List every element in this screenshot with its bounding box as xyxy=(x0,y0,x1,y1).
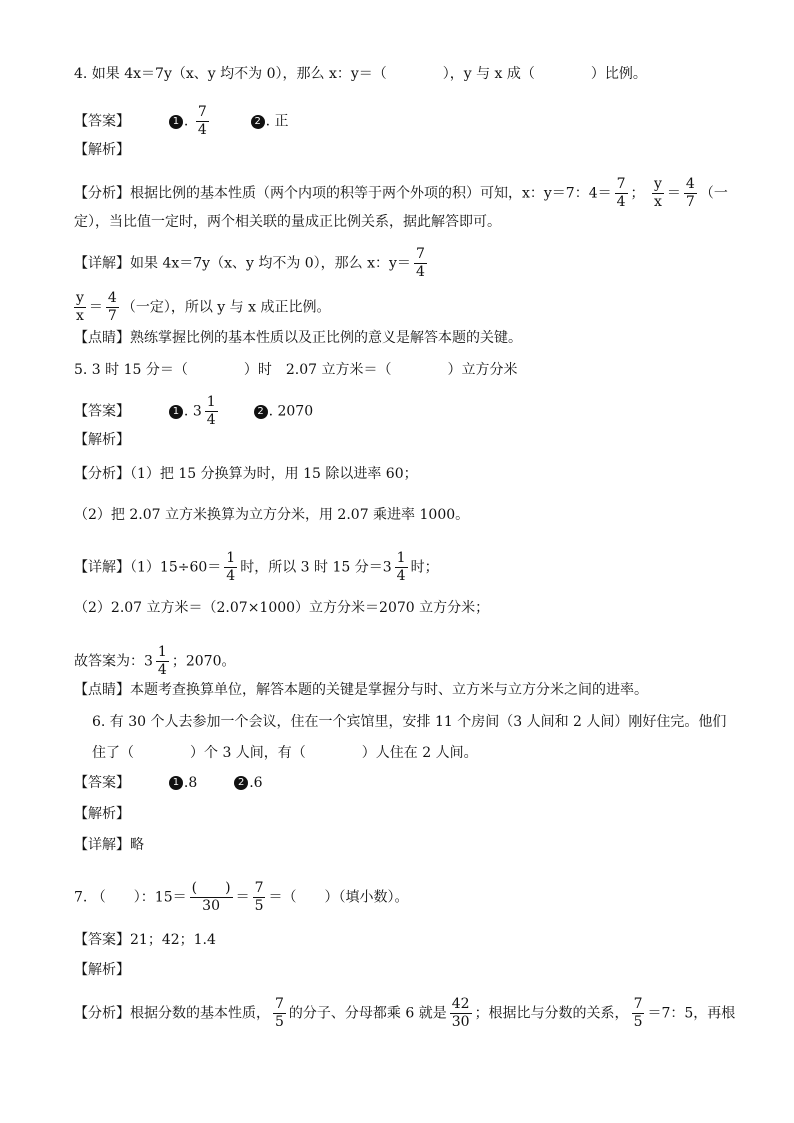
q6-question-line2: 住了（ ）个 3 人间，有（ ）人住在 2 人间。 xyxy=(92,745,478,761)
q5-final-tail: ；2070。 xyxy=(171,653,236,670)
q5-detail-line1 xyxy=(74,550,439,585)
q5-detail-fraction: $\frac{1}{4}$ xyxy=(226,550,236,584)
detail-label: 【详解】 xyxy=(74,559,130,576)
q4-fenxi-eq: ＝ xyxy=(666,185,681,202)
q4-detail-text: 如果 4x＝7y（x、y 均不为 0），那么 x：y＝ xyxy=(130,255,411,272)
q7-fenxi-mid2: ；根据比与分数的关系， xyxy=(474,1005,629,1022)
q6-question-line1: 6. 有 30 个人去参加一个会议，住在一个宾馆里，安排 11 个房间（3 人间和 2 人间）刚好住完。他们 xyxy=(92,714,727,730)
q5-point xyxy=(74,680,648,700)
q7-fenxi-mid1: 的分子、分母都乘 6 就是 xyxy=(288,1005,447,1022)
q5-fenxi1: （1）把 15 分换算为时，用 15 除以进率 60； xyxy=(130,466,418,482)
q4-question-text: 4. 如果 4x＝7y（x、y 均不为 0），那么 x：y＝（ ），y 与 x 成（ ）比例。 xyxy=(74,66,647,82)
q4-answer-fraction: $\frac{7}{4}$ xyxy=(197,104,207,138)
q4-fenxi-47-fraction: $\frac{4}{7}$ xyxy=(685,176,695,210)
q7-analysis-label: 【解析】 xyxy=(74,962,130,978)
q4-question xyxy=(74,64,647,84)
q4-fenxi-line1 xyxy=(74,176,728,211)
q7-fenxi-pre: 根据分数的基本性质， xyxy=(130,1005,270,1022)
q4-point xyxy=(74,328,522,348)
q7-q-tail: ＝（ ）（填小数）。 xyxy=(268,889,409,906)
detail-label: 【详解】 xyxy=(74,255,130,272)
q5-final xyxy=(74,644,235,679)
q4-analysis-label: 【解析】 xyxy=(74,142,130,158)
q6-answer-2: 6 xyxy=(253,775,263,791)
fenxi-label: 【分析】 xyxy=(74,185,130,202)
q4-point-text: 熟练掌握比例的基本性质以及正比例的意义是解答本题的关键。 xyxy=(130,330,522,346)
q7-answer xyxy=(74,930,216,950)
q5-detail1-pre: （1）15÷60＝ xyxy=(130,559,222,576)
q6-answer: 【答案】 1 .8 2 .6 xyxy=(74,775,263,791)
detail-label: 【详解】 xyxy=(74,837,130,853)
q5-fenxi-line1 xyxy=(74,464,418,484)
q5-final-pre: 故答案为： xyxy=(74,653,144,670)
q7-fenxi-fraction-3: $\frac{7}{5}$ xyxy=(633,996,643,1030)
q4-answer: 【答案】 1 . $\frac{7}{4}$ 2 . 正 xyxy=(74,104,289,138)
q4-fenxi-text: 根据比例的基本性质（两个内项的积等于两个外项的积）可知，x：y＝7：4＝ xyxy=(130,185,612,202)
q7-blank-fraction: $\frac{( )}{30}$ xyxy=(191,880,231,914)
q7-q-eq: ＝ xyxy=(235,889,250,906)
q5-answer-2: 2070 xyxy=(277,403,314,420)
q5-detail-mixed: 3 $\frac{1}{4}$ xyxy=(382,550,406,584)
q4-detail-fraction: $\frac{7}{4}$ xyxy=(415,246,425,280)
q4-answer-2: 正 xyxy=(274,113,289,130)
q7-fenxi-tail: ＝7：5，再根 xyxy=(647,1005,736,1022)
q4-detail-eq: ＝ xyxy=(88,299,103,316)
q4-fenxi-tail: （一 xyxy=(699,185,728,202)
q5-detail-line2: （2）2.07 立方米＝（2.07×1000）立方分米＝2070 立方分米； xyxy=(74,600,490,616)
q5-final-mixed: 3 $\frac{1}{4}$ xyxy=(144,644,167,678)
point-label: 【点睛】 xyxy=(74,682,130,698)
circled-one-icon: 1 xyxy=(169,405,183,419)
q4-detail-47-fraction: $\frac{4}{7}$ xyxy=(107,290,117,324)
q7-answer-text: 21；42；1.4 xyxy=(130,932,216,948)
q5-detail1-mid: 时，所以 3 时 15 分＝ xyxy=(240,559,383,576)
answer-label: 【答案】 xyxy=(74,403,130,420)
q6-answer-1: 8 xyxy=(188,775,198,791)
fenxi-label: 【分析】 xyxy=(74,1005,130,1022)
circled-two-icon: 2 xyxy=(251,115,265,129)
q4-detail-yx-fraction: $\frac{y}{x}$ xyxy=(76,290,84,324)
answer-label: 【答案】 xyxy=(74,113,130,130)
q6-analysis-label: 【解析】 xyxy=(74,806,130,822)
answer-label: 【答案】 xyxy=(74,775,130,791)
q7-fraction: $\frac{7}{5}$ xyxy=(254,880,264,914)
q7-q-pre: 7. （ ）：15＝ xyxy=(74,889,187,906)
circled-one-icon: 1 xyxy=(169,776,183,790)
q5-fenxi-line2: （2）把 2.07 立方米换算为立方分米，用 2.07 乘进率 1000。 xyxy=(74,507,470,523)
fenxi-label: 【分析】 xyxy=(74,466,130,482)
q7-fenxi-fraction-2: $\frac{42}{30}$ xyxy=(451,996,470,1030)
circled-one-icon: 1 xyxy=(169,115,183,129)
q4-fenxi-fraction: $\frac{7}{4}$ xyxy=(616,176,626,210)
q5-detail1-tail: 时； xyxy=(410,559,439,576)
q4-detail-line2 xyxy=(74,290,330,325)
q5-question: 5. 3 时 15 分＝（ ）时 2.07 立方米＝（ ）立方分米 xyxy=(74,362,518,378)
q4-fenxi-yx-fraction: $\frac{y}{x}$ xyxy=(654,176,662,210)
circled-two-icon: 2 xyxy=(234,776,248,790)
q4-detail-tail: （一定），所以 y 与 x 成正比例。 xyxy=(121,299,331,316)
answer-label: 【答案】 xyxy=(74,932,130,948)
q7-fenxi-fraction-1: $\frac{7}{5}$ xyxy=(275,996,284,1030)
q7-question xyxy=(74,880,408,915)
circled-two-icon: 2 xyxy=(254,405,268,419)
q6-detail-text: 略 xyxy=(130,837,144,853)
q5-analysis-label: 【解析】 xyxy=(74,432,130,448)
q4-detail-line1 xyxy=(74,246,430,281)
q7-fenxi xyxy=(74,996,735,1031)
q5-answer: 【答案】 1 . 3 $\frac{1}{4}$ 2 . 2070 xyxy=(74,394,314,428)
q5-answer-mixed: 3 $\frac{1}{4}$ xyxy=(192,394,216,428)
q4-fenxi-sep: ； xyxy=(630,185,645,202)
q4-fenxi-line2: 定），当比值一定时，两个相关联的量成正比例关系，据此解答即可。 xyxy=(74,214,501,230)
q6-detail xyxy=(74,835,144,855)
point-label: 【点睛】 xyxy=(74,330,130,346)
q5-point-text: 本题考查换算单位，解答本题的关键是掌握分与时、立方米与立方分米之间的进率。 xyxy=(130,682,648,698)
